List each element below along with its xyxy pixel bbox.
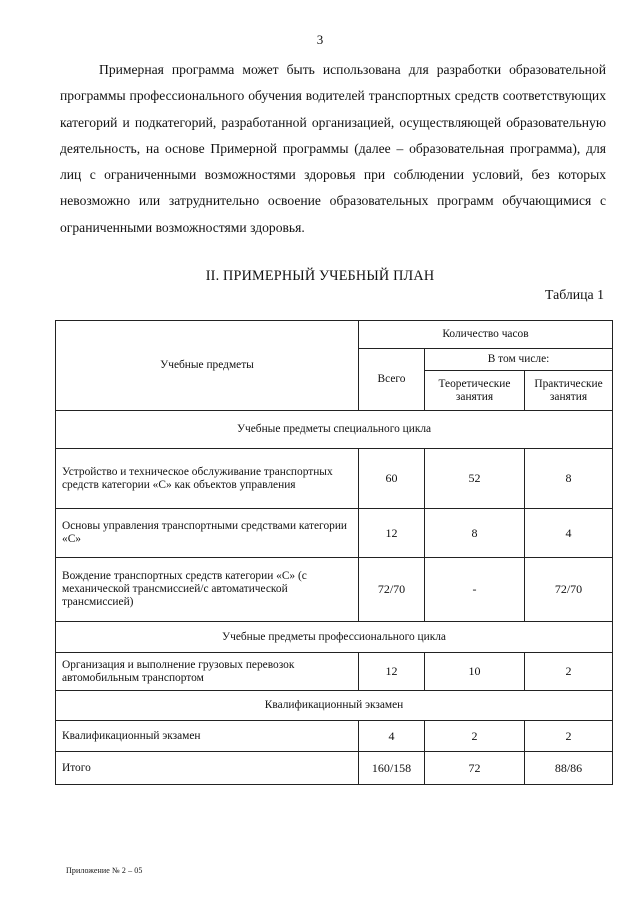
row-theory: 10 bbox=[425, 653, 525, 691]
row-total: 60 bbox=[359, 449, 425, 509]
row-theory: - bbox=[425, 558, 525, 622]
section-title-professional: Учебные предметы профессионального цикла bbox=[56, 622, 613, 653]
footer-note: Приложение № 2 – 05 bbox=[66, 866, 143, 875]
section-title: II. ПРИМЕРНЫЙ УЧЕБНЫЙ ПЛАН bbox=[205, 268, 435, 284]
table-row bbox=[56, 653, 613, 691]
intro-paragraph: Примерная программа может быть использована для разработки образовательной программы профессионального обучения водителей транспортных средств соответствующих категорий и подкатегорий, разработанной организацией, осуществляющей образовательную деятельность, на основе Примерной программы (далее – образовательная программа), для лиц с ограниченными возможностями здоровья при соблюдении условий, без которых невозможно или затруднительно освоение образовательных программ обучающимися с ограниченными возможностями здоровья. bbox=[60, 62, 606, 235]
header-total: Всего bbox=[359, 349, 425, 411]
header-hours: Количество часов bbox=[359, 321, 613, 349]
row-total: 12 bbox=[359, 653, 425, 691]
row-subject: Устройство и техническое обслуживание транспортных средств категории «С» как объектов управления bbox=[56, 449, 359, 509]
total-row bbox=[56, 752, 613, 785]
header-practice: Практические занятия bbox=[525, 371, 613, 411]
row-theory: 52 bbox=[425, 449, 525, 509]
row-subject: Квалификационный экзамен bbox=[56, 721, 359, 752]
row-theory: 2 bbox=[425, 721, 525, 752]
table-row bbox=[56, 509, 613, 558]
header-subjects: Учебные предметы bbox=[56, 321, 359, 411]
header-including: В том числе: bbox=[425, 349, 613, 371]
table-caption: Таблица 1 bbox=[544, 287, 604, 302]
row-subject: Организация и выполнение грузовых перевозок автомобильным транспортом bbox=[56, 653, 359, 691]
row-total: 4 bbox=[359, 721, 425, 752]
page-number: 3 bbox=[316, 32, 324, 47]
row-practice: 72/70 bbox=[525, 558, 613, 622]
row-practice: 4 bbox=[525, 509, 613, 558]
total-row-label: Итого bbox=[56, 752, 359, 785]
header-theory: Теоретические занятия bbox=[425, 371, 525, 411]
row-total: 12 bbox=[359, 509, 425, 558]
row-total: 72/70 bbox=[359, 558, 425, 622]
section-title-exam: Квалификационный экзамен bbox=[56, 691, 613, 721]
section-title-special: Учебные предметы специального цикла bbox=[56, 411, 613, 449]
row-practice: 8 bbox=[525, 449, 613, 509]
total-row-theory: 72 bbox=[425, 752, 525, 785]
total-row-total: 160/158 bbox=[359, 752, 425, 785]
total-row-practice: 88/86 bbox=[525, 752, 613, 785]
row-practice: 2 bbox=[525, 653, 613, 691]
curriculum-table bbox=[55, 320, 613, 785]
row-subject: Вождение транспортных средств категории «С» (с механической трансмиссией/с автоматической трансмиссией) bbox=[56, 558, 359, 622]
table-row bbox=[56, 721, 613, 752]
row-subject: Основы управления транспортными средствами категории «С» bbox=[56, 509, 359, 558]
table-row bbox=[56, 558, 613, 622]
row-practice: 2 bbox=[525, 721, 613, 752]
row-theory: 8 bbox=[425, 509, 525, 558]
table-row bbox=[56, 449, 613, 509]
